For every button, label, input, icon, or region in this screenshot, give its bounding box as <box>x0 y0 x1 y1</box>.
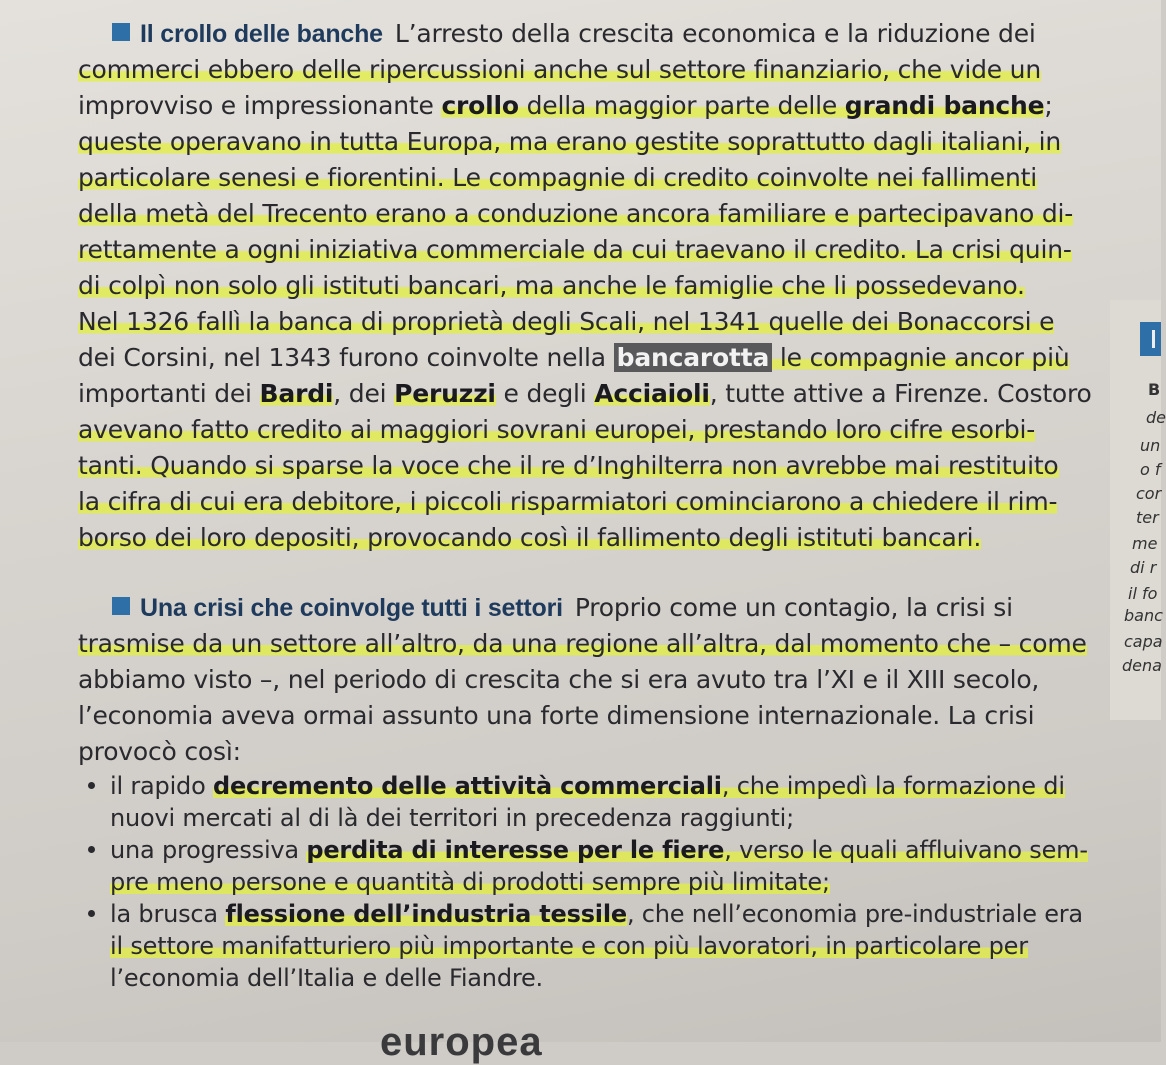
text-run: nuovi mercati al di là dei territori in precedenza raggiunti; <box>110 804 794 832</box>
sidebar-tab <box>1140 322 1161 356</box>
section1-heading: Il crollo delle banche <box>140 20 383 48</box>
section1-line-7 <box>78 270 1025 302</box>
sidebar-fragment: ter <box>1136 508 1159 527</box>
bullet3-line-2 <box>110 962 543 994</box>
text-run: di colpì non solo gli istituti bancari, ma anche le famiglie che li possedevano. <box>78 271 1025 300</box>
text-run: avevano fatto credito ai maggiori sovrani europei, prestando loro cifre esorbi- <box>78 415 1036 444</box>
text-run: rettamente a ogni iniziativa commerciale da cui traevano il credito. La crisi quin- <box>78 235 1072 264</box>
text-run: particolare senesi e fiorentini. Le compagnie di credito coinvolte nei fallimenti <box>78 163 1037 192</box>
text-run: improvviso e impressionante <box>78 91 442 120</box>
section2-line-4 <box>78 736 241 768</box>
sidebar-fragment: dena <box>1122 656 1162 675</box>
text-run: commerci ebbero delle ripercussioni anche sul settore finanziario, che vide un <box>78 55 1041 84</box>
text-run: il rapido <box>110 772 213 800</box>
bullet2-line-1 <box>110 866 830 898</box>
section-square-icon <box>112 597 130 615</box>
text-run: la cifra di cui era debitore, i piccoli risparmiatori cominciarono a chiedere il rim- <box>78 487 1058 516</box>
bullet1-line-1 <box>110 802 794 834</box>
section2-line-1 <box>78 628 1087 660</box>
keyword-perdita-interesse: perdita di interesse per le fiere <box>306 836 725 864</box>
text-run: Proprio come un contagio, la crisi si <box>574 593 1013 622</box>
text-run: queste operavano in tutta Europa, ma erano gestite soprattutto dagli italiani, in <box>78 127 1061 156</box>
text-run: trasmise da un settore all’altro, da una regione all’altra, dal momento che – come <box>78 629 1087 658</box>
sidebar-fragment: banc <box>1124 606 1163 625</box>
section2-line-3 <box>78 700 1034 732</box>
text-run: la brusca <box>110 900 226 928</box>
sidebar-fragment: me <box>1132 534 1158 553</box>
keyword-flessione: flessione dell’industria tessile <box>225 900 627 928</box>
bullet1-line-0 <box>110 770 1065 802</box>
text-run: , tutte attive a Firenze. Costoro <box>709 379 1092 408</box>
bullet2-line-0 <box>110 834 1088 866</box>
text-run: abbiamo visto –, nel periodo di crescita che si era avuto tra l’XI e il XIII secolo, <box>78 665 1040 694</box>
section1-line-0 <box>112 18 1036 50</box>
text-run: il settore manifatturiero più importante e con più lavoratori, in particolare per <box>110 932 1028 960</box>
text-run: dei Corsini, nel 1343 furono coinvolte nella <box>78 343 614 372</box>
text-run: le compagnie ancor più <box>772 343 1070 372</box>
text-run: tanti. Quando si sparse la voce che il re d’Inghilterra non avrebbe mai restituito <box>78 451 1059 480</box>
text-run: importanti dei <box>78 379 260 408</box>
sidebar-tab-mark <box>1152 330 1155 348</box>
footer-fragment: europea <box>380 1020 543 1064</box>
bullet3-line-0 <box>110 898 1083 930</box>
text-run: , verso le quali affluivano sem- <box>724 836 1088 864</box>
text-run: della maggior parte delle <box>518 91 845 120</box>
section-square-icon <box>112 23 130 41</box>
text-run: una progressiva <box>110 836 307 864</box>
text-run: l’economia aveva ormai assunto una forte dimensione internazionale. La crisi <box>78 701 1035 730</box>
keyword-acciaioli: Acciaioli <box>594 379 710 408</box>
section1-line-13 <box>78 486 1057 518</box>
text-run: l’economia dell’Italia e delle Fiandre. <box>110 964 543 992</box>
keyword-grandi-banche: grandi banche <box>844 91 1045 120</box>
section1-line-6 <box>78 234 1072 266</box>
text-run: borso dei loro depositi, provocando così il fallimento degli istituti bancari. <box>78 523 982 552</box>
sidebar-fragment: capa <box>1124 632 1163 651</box>
section2-heading: Una crisi che coinvolge tutti i settori <box>140 594 563 622</box>
text-run: , dei <box>333 379 395 408</box>
keyword-peruzzi: Peruzzi <box>394 379 496 408</box>
text-run: Nel 1326 fallì la banca di proprietà degli Scali, nel 1341 quelle dei Bonaccorsi e <box>78 307 1055 336</box>
sidebar-fragment: un <box>1140 436 1161 455</box>
section2-line-2 <box>78 664 1039 696</box>
keyword-bancarotta: bancarotta <box>614 343 773 372</box>
sidebar-fragment: cor <box>1136 484 1162 503</box>
bullet-dot <box>88 782 95 789</box>
section2-line-0 <box>112 592 1013 624</box>
section1-line-4 <box>78 162 1037 194</box>
section1-line-2 <box>78 90 1053 122</box>
text-run: , che nell’economia pre-industriale era <box>626 900 1083 928</box>
sidebar-fragment: o f <box>1140 460 1161 479</box>
sidebar-fragment: il fo <box>1128 584 1158 603</box>
keyword-crollo: crollo <box>441 91 519 120</box>
section1-line-12 <box>78 450 1059 482</box>
section1-line-9 <box>78 342 1069 374</box>
text-run: , che impedì la formazione di <box>721 772 1065 800</box>
keyword-bardi: Bardi <box>259 379 334 408</box>
section1-line-10 <box>78 378 1092 410</box>
text-run: pre meno persone e quantità di prodotti sempre più limitate; <box>110 868 830 896</box>
section1-line-3 <box>78 126 1061 158</box>
section1-line-11 <box>78 414 1035 446</box>
sidebar-fragment: de <box>1146 408 1166 427</box>
text-run: della metà del Trecento erano a conduzione ancora familiare e partecipavano di- <box>78 199 1074 228</box>
sidebar-fragment: di r <box>1130 558 1157 577</box>
section1-line-8 <box>78 306 1054 338</box>
text-run: provocò così: <box>78 737 241 766</box>
section1-line-5 <box>78 198 1073 230</box>
text-run: ; <box>1044 91 1053 120</box>
text-run: e degli <box>495 379 595 408</box>
bullet-dot <box>88 910 95 917</box>
bullet3-line-1 <box>110 930 1028 962</box>
bullet-dot <box>88 846 95 853</box>
keyword-decremento: decremento delle attività commerciali <box>213 772 722 800</box>
text-run: L’arresto della crescita economica e la riduzione dei <box>394 19 1036 48</box>
section1-line-1 <box>78 54 1041 86</box>
section1-line-14 <box>78 522 981 554</box>
sidebar-fragment: B <box>1148 380 1161 399</box>
